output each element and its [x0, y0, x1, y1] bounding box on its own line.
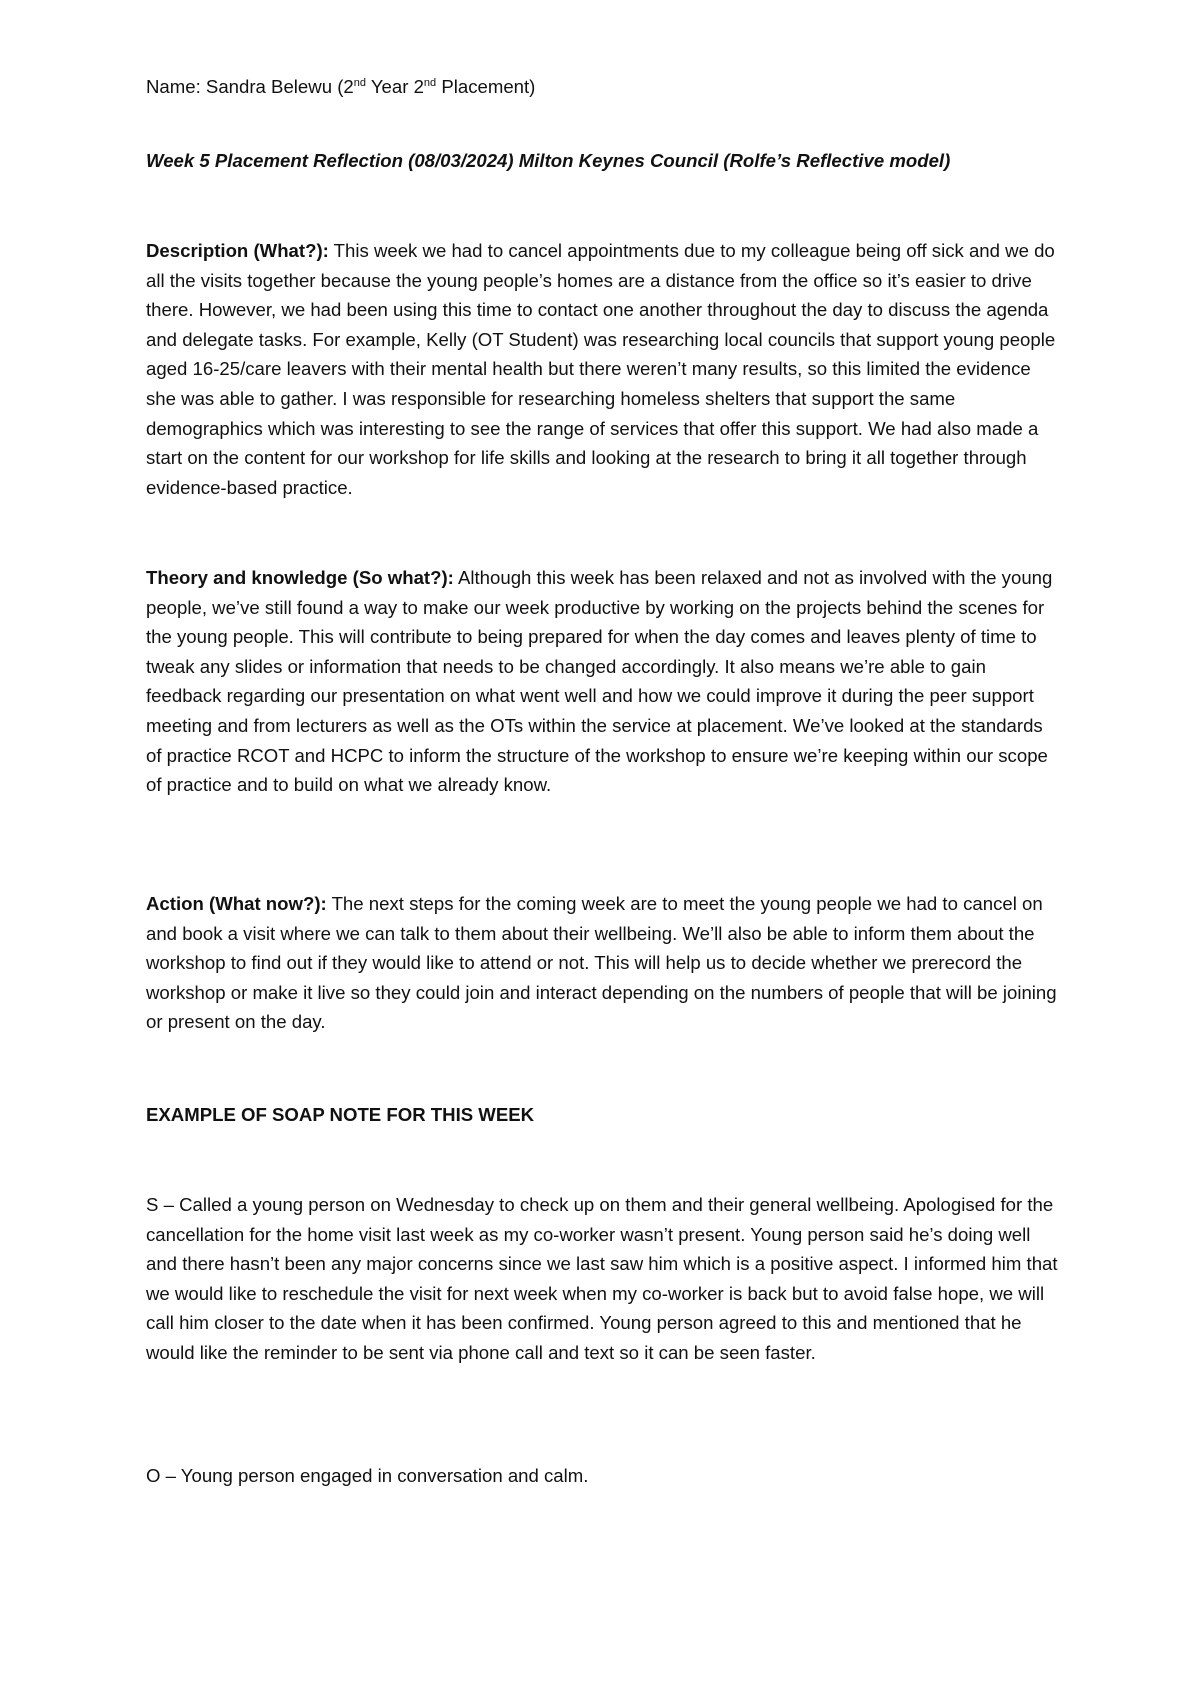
theory-text: Although this week has been relaxed and not as involved with the young people, we’ve still found a way to make our week productive by working on the projects behind the scenes for the young people. This will contribute to being prepared for when the day comes and leaves plenty of time to tweak any slides or information that needs to be changed accordingly. It also means we’re able to gain feedback regarding our presentation on what went well and how we could improve it during the peer support meeting and from lecturers as well as the OTs within the service at placement. We’ve looked at the standards of practice RCOT and HCPC to inform the structure of the workshop to ensure we’re keeping within our scope of practice and to build on what we already know.	[146, 567, 1053, 796]
ordinal-suffix: nd	[353, 77, 366, 89]
theory-section	[146, 563, 1061, 800]
description-heading: Description (What?):	[146, 240, 329, 261]
description-text: This week we had to cancel appointments due to my colleague being off sick and we do all the visits together because the young people’s homes are a distance from the office so it’s easier to drive there. However, we had been using this time to contact one another throughout the day to discuss the agenda and delegate tasks. For example, Kelly (OT Student) was researching local councils that support young people aged 16-25/care leavers with their mental health but there weren’t many results, so this limited the evidence she was able to gather. I was responsible for researching homeless shelters that support the same demographics which was interesting to see the range of services that offer this support. We had also made a start on the content for our workshop for life skills and looking at the research to bring it all together through evidence-based practice.	[146, 240, 1056, 498]
action-heading: Action (What now?):	[146, 893, 327, 914]
name-text: Name: Sandra Belewu (2	[146, 76, 354, 97]
action-section	[146, 889, 1061, 1037]
name-year-text: Year 2	[366, 76, 424, 97]
theory-heading: Theory and knowledge (So what?):	[146, 567, 454, 588]
soap-subjective-paragraph: S – Called a young person on Wednesday to check up on them and their general wellbeing. Apologised for the cancellation for the home visit last week as my co-worker wasn’t present. Young person said he’s doing well and there hasn’t been any major concerns since we last saw him which is a positive aspect. I informed him that we would like to reschedule the visit for next week when my co-worker is back but to avoid false hope, we will call him closer to the date when it has been confirmed. Young person agreed to this and mentioned that he would like the reminder to be sent via phone call and text so it can be seen faster.	[146, 1194, 1058, 1363]
name-placement-text: Placement)	[436, 76, 536, 97]
student-name-line	[146, 72, 535, 102]
soap-objective-paragraph: O – Young person engaged in conversation and calm.	[146, 1465, 589, 1486]
ordinal-suffix: nd	[423, 77, 437, 89]
action-text: The next steps for the coming week are to meet the young people we had to cancel on and book a visit where we can talk to them about their wellbeing. We’ll also be able to inform them about the workshop to find out if they would like to attend or not. This will help us to decide whether we prerecord the workshop or make it live so they could join and interact depending on the numbers of people that will be joining or present on the day.	[146, 893, 1057, 1033]
document-title: Week 5 Placement Reflection (08/03/2024) Milton Keynes Council (Rolfe’s Reflective model)	[146, 150, 951, 171]
description-section	[146, 236, 1061, 502]
soap-note-heading: EXAMPLE OF SOAP NOTE FOR THIS WEEK	[146, 1104, 535, 1125]
